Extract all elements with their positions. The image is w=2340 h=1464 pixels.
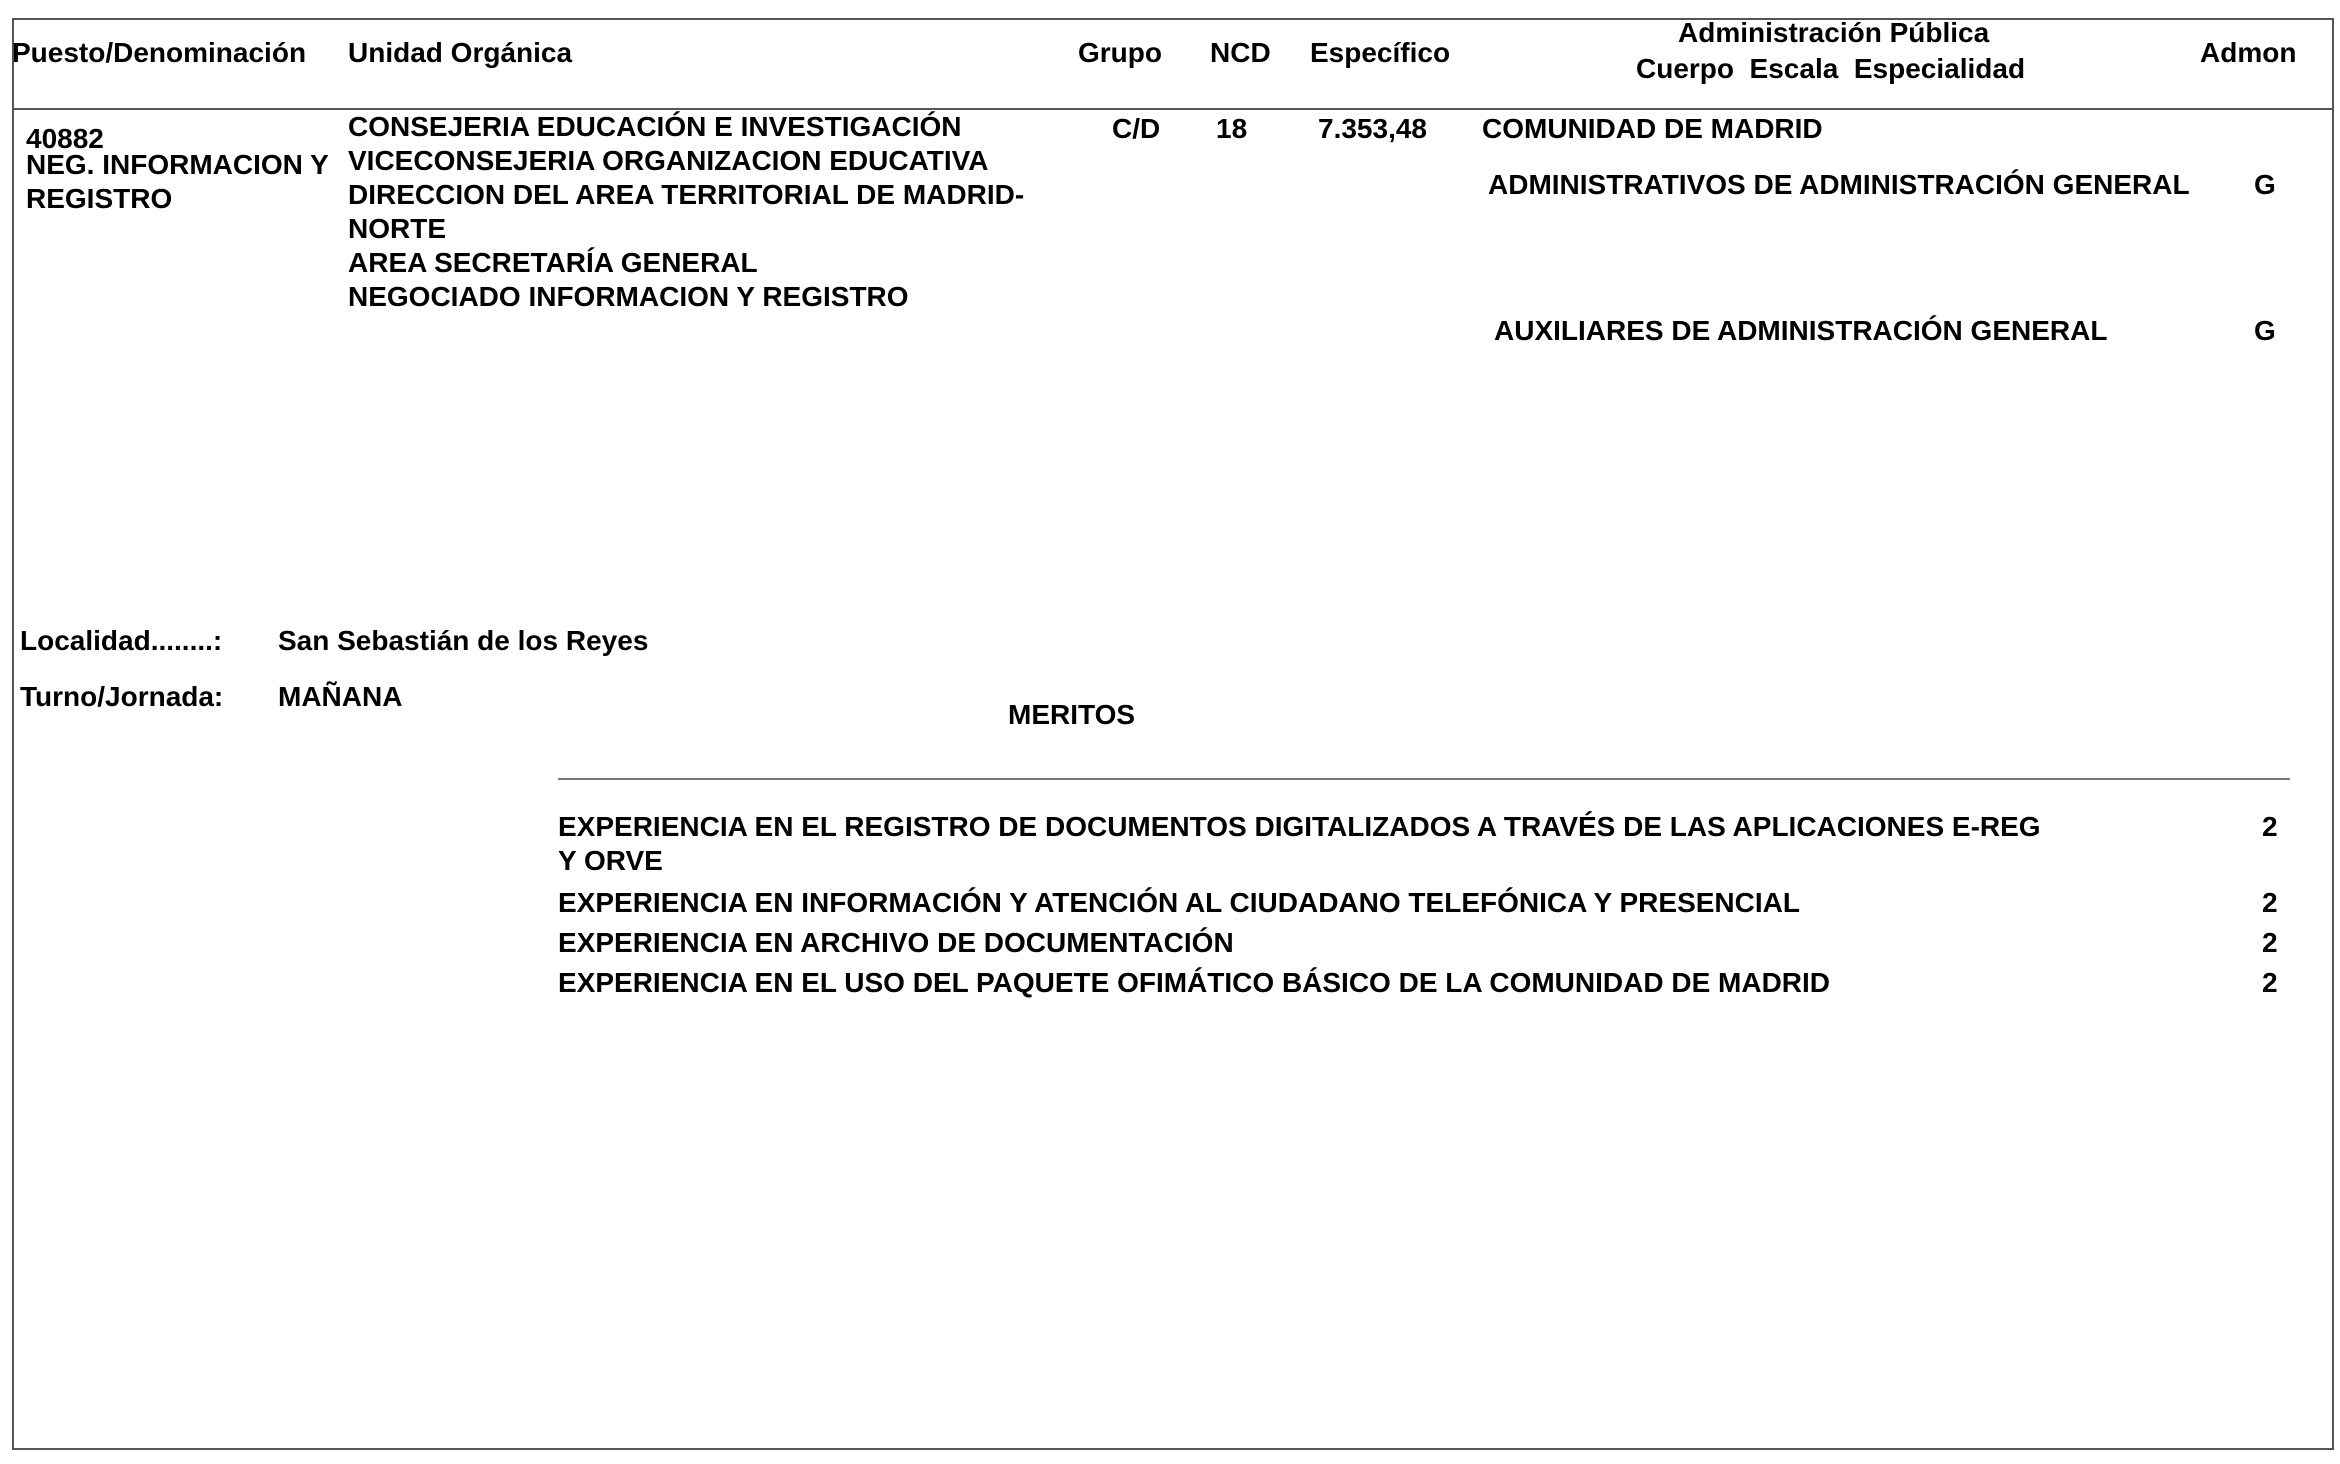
meritos-divider [558,778,2290,780]
record-especifico: 7.353,48 [1318,113,1427,144]
header-cuerpo-escala: Cuerpo Escala Especialidad [1636,53,2026,84]
turno-label: Turno/Jornada: [20,681,224,712]
header-admon: Admon [2200,37,2297,68]
unidad-line: DIRECCION DEL AREA TERRITORIAL DE MADRID- [348,179,1025,210]
cuerpo-admon: G [2254,169,2276,200]
record-unidad [348,110,1024,314]
merito-points: 2 [2262,927,2278,958]
record-ncd: 18 [1216,113,1248,144]
record-denominacion [26,148,329,216]
record-codigo: 40882 [26,123,104,154]
merito-item: EXPERIENCIA EN INFORMACIÓN Y ATENCIÓN AL CIUDADANO TELEFÓNICA Y PRESENCIAL [558,887,1800,918]
header-unidad: Unidad Orgánica [348,37,573,68]
header-admin-publica: Administración Pública [1678,17,1990,48]
localidad-label: Localidad........: [20,625,223,656]
turno-value: MAÑANA [278,681,403,712]
merito-item [558,810,2041,878]
merito-line: EXPERIENCIA EN EL REGISTRO DE DOCUMENTOS DIGITALIZADOS A TRAVÉS DE LAS APLICACIONES E-REG [558,811,2041,842]
denominacion-line: REGISTRO [26,183,173,214]
denominacion-line: NEG. INFORMACION Y [26,149,329,180]
meritos-title: MERITOS [1008,699,1136,730]
cuerpo-admon: G [2254,315,2276,346]
header-grupo: Grupo [1078,37,1162,68]
header-especifico: Específico [1310,37,1451,68]
cuerpo-nombre: ADMINISTRATIVOS DE ADMINISTRACIÓN GENERAL [1488,169,2190,200]
header-puesto: Puesto/Denominación [12,37,307,68]
merito-points: 2 [2262,887,2278,918]
unidad-line: AREA SECRETARÍA GENERAL [348,247,758,278]
merito-item: EXPERIENCIA EN ARCHIVO DE DOCUMENTACIÓN [558,927,1234,958]
merito-points: 2 [2262,811,2278,842]
localidad-value: San Sebastián de los Reyes [278,625,649,656]
record-grupo: C/D [1112,113,1161,144]
merito-points: 2 [2262,967,2278,998]
merito-item: EXPERIENCIA EN EL USO DEL PAQUETE OFIMÁTICO BÁSICO DE LA COMUNIDAD DE MADRID [558,967,1831,998]
cuerpo-nombre: AUXILIARES DE ADMINISTRACIÓN GENERAL [1494,315,2108,346]
unidad-line: NEGOCIADO INFORMACION Y REGISTRO [348,281,909,312]
record-administracion: COMUNIDAD DE MADRID [1482,113,1823,144]
merito-line: Y ORVE [558,845,663,876]
unidad-line: CONSEJERIA EDUCACIÓN E INVESTIGACIÓN [348,111,962,142]
unidad-line: VICECONSEJERIA ORGANIZACION EDUCATIVA [348,145,989,176]
unidad-line: NORTE [348,213,446,244]
header-ncd: NCD [1210,37,1271,68]
